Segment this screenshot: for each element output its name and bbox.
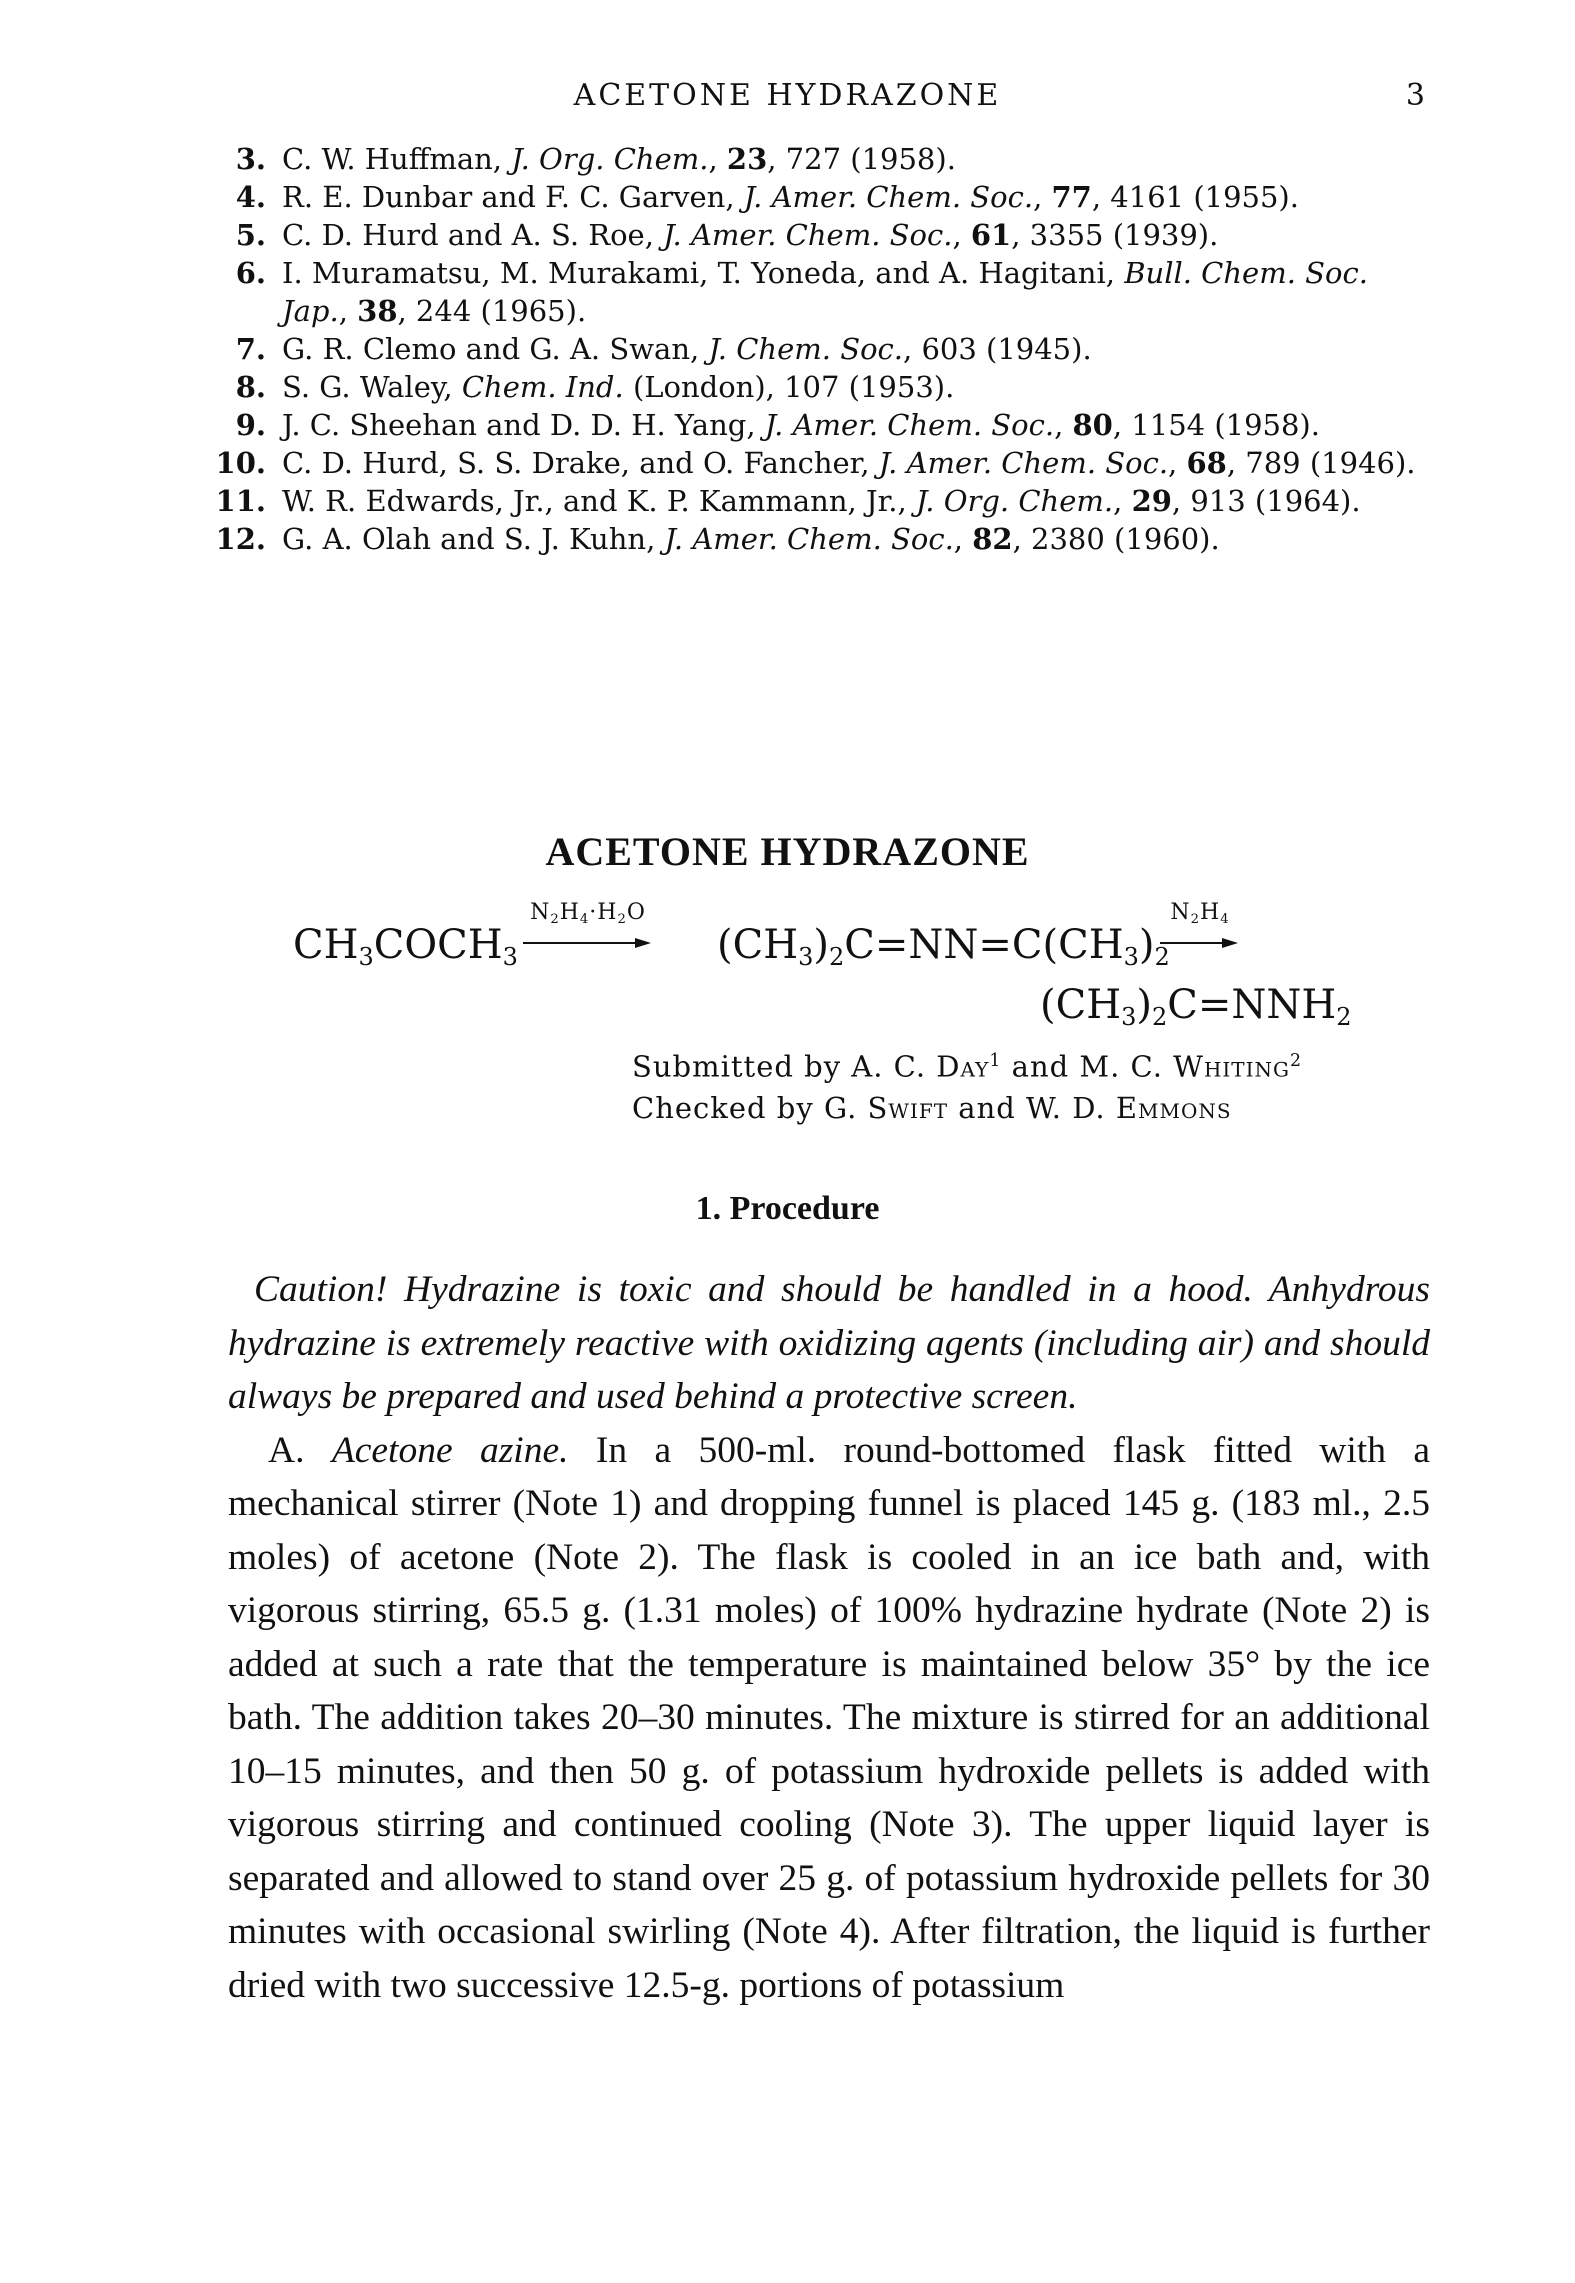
reference-journal: J. Org. Chem. (915, 484, 1114, 518)
reference-item (200, 216, 1440, 254)
reference-pages: , 3355 (1939). (1011, 218, 1219, 252)
reference-number: 10. (215, 446, 266, 480)
reference-separator: , (708, 142, 727, 176)
reference-journal: Chem. Ind. (461, 370, 624, 404)
reaction-arrow-1 (523, 900, 653, 970)
checker-name: Emmons (1115, 1091, 1232, 1126)
reference-pages: 603 (1945). (921, 332, 1092, 366)
author-name: Whiting (1173, 1049, 1291, 1084)
reference-authors: G. A. Olah and S. J. Kuhn, (282, 522, 665, 556)
reference-authors: I. Muramatsu, M. Murakami, T. Yoneda, and A. Hagitani, (282, 256, 1125, 290)
reference-volume: 77 (1051, 180, 1092, 214)
reference-journal: J. Amer. Chem. Soc. (743, 180, 1034, 214)
reference-pages: , 727 (1958). (767, 142, 956, 176)
running-head (0, 78, 1575, 118)
reference-journal: J. Amer. Chem. Soc. (663, 218, 953, 252)
product-formula: $(CH_3)_2C=NNH_2$ (1040, 982, 1352, 1032)
footnote-marker: 2 (1290, 1051, 1303, 1071)
reference-separator: , (1054, 408, 1073, 442)
arrow-icon (523, 936, 653, 950)
reference-separator: , (338, 294, 358, 328)
reference-number: 5. (235, 218, 266, 252)
reference-number: 11. (215, 484, 266, 518)
reference-separator: , (1033, 180, 1052, 214)
reference-pages: , 4161 (1955). (1091, 180, 1299, 214)
checker-name: Swift (867, 1091, 949, 1126)
reagent-label-2: $N_2H_4$ (1170, 900, 1230, 927)
reference-number: 12. (215, 522, 266, 556)
credits (632, 1040, 1432, 1129)
reference-pages: , 789 (1946). (1226, 446, 1416, 480)
reactant-formula: $CH_3COCH_3$ (293, 922, 518, 972)
reference-separator: , (1113, 484, 1132, 518)
reference-journal: J. Org. Chem. (511, 142, 709, 176)
reference-authors: W. R. Edwards, Jr., and K. P. Kammann, Jr., (282, 484, 916, 518)
reference-number: 9. (235, 408, 266, 442)
reference-separator: , (903, 332, 922, 366)
submitted-by: Submitted by A. C. Day$^1$ and M. C. Whiting$^2$ (632, 1049, 1303, 1084)
procedure-paragraph-a (228, 1424, 1430, 2013)
running-title: ACETONE HYDRAZONE (573, 78, 1002, 113)
step-text: In a 500-ml. round-bottomed flask fitted with a mechanical stirrer (Note 1) and dropping funnel is placed 145 g. (183 ml., 2.5 moles) of acetone (Note 2). The flask is cooled in an ice bath and, with vigorous stirring, 65.5 g. (1.31 moles) of 100% hydrazine hydrate (Note 2) is added at such a rate that the temperature is maintained below 35° by the ice bath. The addition takes 20–30 minutes. The mixture is stirred for an additional 10–15 minutes, and then 50 g. of potassium hydroxide pellets is added with vigorous stirring and continued cooling (Note 3). The upper liquid layer is separated and allowed to stand over 25 g. of potassium hydroxide pellets for 30 minutes with occasional swirling (Note 4). After filtration, the liquid is further dried with two successive 12.5-g. portions of potassium (228, 1429, 1430, 2006)
reference-item (200, 140, 1440, 178)
reference-item (200, 444, 1440, 482)
reference-authors: G. R. Clemo and G. A. Swan, (282, 332, 709, 366)
section-heading: 1. Procedure (695, 1190, 880, 1227)
reference-item (200, 330, 1440, 368)
reference-pages: (London), 107 (1953). (632, 370, 955, 404)
reference-item (200, 254, 1440, 330)
reference-journal: Bull. Chem. Soc. Jap. (282, 256, 1368, 328)
reagent-label-1: $N_2H_4\cdot H_2O$ (530, 900, 646, 927)
reference-authors: C. W. Huffman, (282, 142, 512, 176)
author-name: Day (936, 1049, 990, 1084)
article-title: ACETONE HYDRAZONE (545, 829, 1030, 874)
reference-pages: , 244 (1965). (397, 294, 587, 328)
reference-item (200, 368, 1440, 406)
reference-volume: 68 (1186, 446, 1227, 480)
intermediate-formula: $(CH_3)_2C=NN=C(CH_3)_2$ (717, 922, 1170, 972)
reference-authors: C. D. Hurd, S. S. Drake, and O. Fancher, (282, 446, 879, 480)
reference-number: 3. (235, 142, 266, 176)
reference-authors: C. D. Hurd and A. S. Roe, (282, 218, 664, 252)
reference-number: 7. (235, 332, 266, 366)
reference-number: 4. (235, 180, 266, 214)
reference-authors: R. E. Dunbar and F. C. Garven, (282, 180, 744, 214)
footnote-marker: 1 (989, 1051, 1002, 1071)
reference-item (200, 178, 1440, 216)
reference-volume: 61 (970, 218, 1012, 252)
reference-number: 6. (235, 256, 266, 290)
reference-authors: J. C. Sheehan and D. D. H. Yang, (282, 408, 765, 442)
step-title: Acetone azine. (331, 1429, 569, 1471)
reaction-arrow-2 (1160, 900, 1240, 970)
reference-authors: S. G. Waley, (282, 370, 462, 404)
reference-volume: 38 (357, 294, 398, 328)
reference-item (200, 406, 1440, 444)
reference-separator: , (952, 218, 971, 252)
procedure-body (228, 1263, 1430, 2012)
reference-number: 8. (235, 370, 266, 404)
reference-separator (624, 370, 633, 404)
arrow-icon (1160, 936, 1240, 950)
reference-item (200, 482, 1440, 520)
reference-separator: , (1168, 446, 1187, 480)
caution-paragraph: Caution! Hydrazine is toxic and should be handled in a hood. Anhydrous hydrazine is extremely reactive with oxidizing agents (including air) and should always be prepared and used behind a protective screen. (228, 1269, 1430, 1417)
reference-pages: , 2380 (1960). (1012, 522, 1220, 556)
reference-pages: , 913 (1964). (1171, 484, 1361, 518)
reference-journal: J. Amer. Chem. Soc. (764, 408, 1055, 442)
reference-pages: , 1154 (1958). (1112, 408, 1320, 442)
step-label: A. (268, 1429, 332, 1471)
reference-volume: 23 (726, 142, 768, 176)
reference-volume: 82 (972, 522, 1013, 556)
reference-journal: J. Amer. Chem. Soc. (878, 446, 1169, 480)
reference-separator: , (953, 522, 973, 556)
page-number: 3 (1405, 78, 1425, 113)
reference-list (200, 140, 1440, 558)
reference-volume: 29 (1131, 484, 1172, 518)
reference-journal: J. Amer. Chem. Soc. (664, 522, 954, 556)
reference-volume: 80 (1072, 408, 1113, 442)
reaction-scheme (0, 900, 1575, 1040)
reference-item (200, 520, 1440, 558)
reference-journal: J. Chem. Soc. (708, 332, 903, 366)
checked-by: Checked by G. Swift and W. D. Emmons (632, 1091, 1232, 1126)
